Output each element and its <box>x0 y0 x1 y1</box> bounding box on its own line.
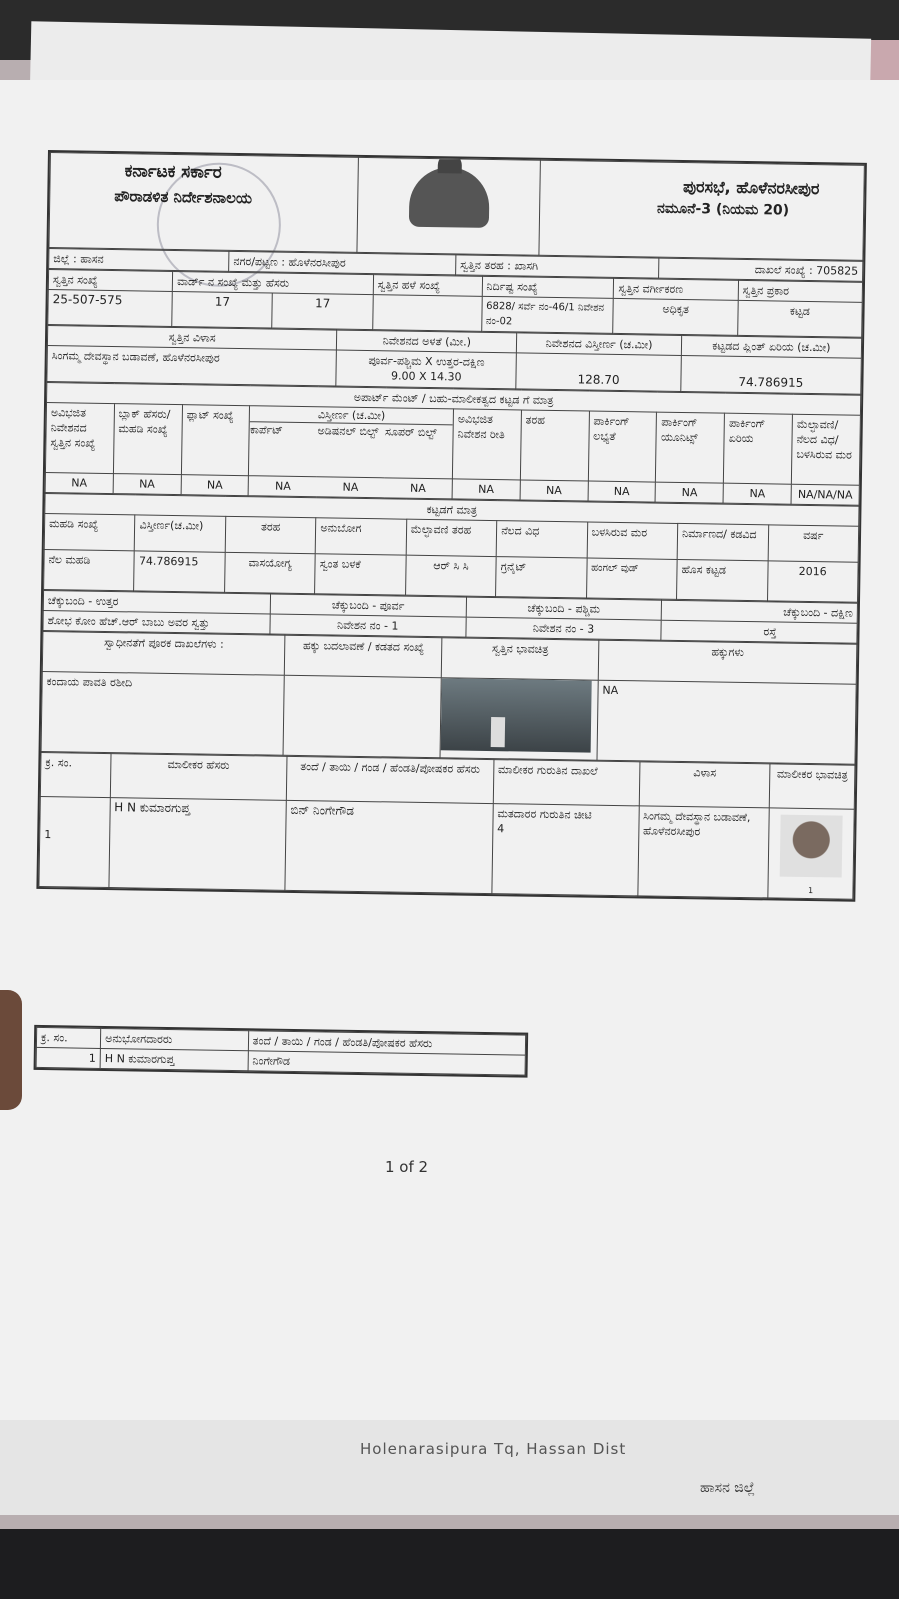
building-value: ಹಂಗಲ್ ವುಡ್ <box>586 558 677 599</box>
apartment-value: NA <box>274 479 291 493</box>
apartment-value: NA <box>342 480 359 494</box>
apartment-value: NA <box>723 483 791 504</box>
occupants-header: ತಂದೆ / ತಾಯಿ / ಗಂಡ / ಹೆಂಡತಿ/ಪೋಷಕರ ಹೆಸರು <box>248 1031 526 1055</box>
property-form <box>33 150 870 1108</box>
boundary-value-north: ಶೋಭ ಕೋಂ ಹೆಚ್.ಆರ್ ಬಾಬು ಅವರ ಸ್ವತ್ತು <box>43 610 270 634</box>
building-header: ಮಹಡಿ ಸಂಖ್ಯೆ <box>44 513 135 550</box>
background-bottom <box>0 1529 899 1599</box>
occupants-table <box>36 1027 527 1076</box>
apartment-header: ಅಡಿಷನಲ್ ಬಿಲ್ಟ್ <box>317 424 379 439</box>
building-value: ಹೊಸ ಕಟ್ಟಡ <box>677 559 768 600</box>
occupants-box <box>34 1025 529 1078</box>
building-value: ವಾಸಯೋಗ್ಯ <box>224 552 315 593</box>
occupant-name: H N ಕುಮಾರಗುಪ್ತ <box>100 1048 248 1070</box>
owner-photo <box>780 815 843 878</box>
owners-header: ಮಾಲೀಕರ ಗುರುತಿನ ದಾಖಲೆ <box>493 760 640 806</box>
owner-name: H N ಕುಮಾರಗುಪ್ತ <box>108 798 286 891</box>
documents-header: ಹಕ್ಕು ಬದಲಾವಣೆ / ಕಡತದ ಸಂಖ್ಯೆ <box>285 635 442 677</box>
specific-no-value: 6828/ ಸರ್ವೆ ನಂ-46/1 ನಿವೇಶನ ನಂ-02 <box>481 296 613 333</box>
building-table <box>43 493 859 603</box>
occupants-header: ಕ್ರ. ಸಂ. <box>36 1027 100 1048</box>
building-value: ಗ್ರನೈಟ್ <box>496 557 587 598</box>
boundary-header: ಚೆಕ್ಕುಬಂದಿ - ಪಶ್ಚಿಮ <box>466 597 662 620</box>
ward-header: ವಾರ್ಡ್ ನ ಸಂಖ್ಯೆ ಮತ್ತು ಹೆಸರು <box>173 271 374 294</box>
building-value: 74.786915 <box>134 551 225 592</box>
apartment-header: ಮೆಲ್ಛಾವಣಿ/ನೆಲದ ವಿಧ/ಬಳಸಿರುವ ಮರ <box>791 414 860 485</box>
property-type: ಸ್ವತ್ತಿನ ತರಹ : ಖಾಸಗಿ <box>456 255 660 278</box>
apartment-header: ಅವಿಭಜಿತ ನಿವೇಶನದ ಸ್ವತ್ತಿನ ಸಂಖ್ಯೆ <box>45 403 114 474</box>
old-id-value <box>372 295 481 332</box>
dimension-label: ಪೂರ್ವ-ಪಶ್ಚಿಮ X ಉತ್ತರ-ದಕ್ಷಿಣ <box>368 354 485 369</box>
building-header: ಬಳಸಿರುವ ಮರ <box>587 522 678 559</box>
apartment-header: ಪಾರ್ಕಿಂಗ್ ಲಭ್ಯತೆ <box>588 411 657 482</box>
plinth-area-header: ಕಟ್ಟಡದ ಪ್ಲಿಂತ್ ಏರಿಯ (ಚ.ಮೀ) <box>681 335 861 358</box>
apartment-header: ಬ್ಲಾಕ್ ಹೆಸರು/ ಮಹಡಿ ಸಂಖ್ಯೆ <box>113 404 182 475</box>
owners-header: ಮಾಲೀಕರ ಭಾವಚಿತ್ರ <box>769 764 854 809</box>
building-header: ತರಹ <box>225 516 316 553</box>
apartment-header: ಅವಿಭಜಿತ ನಿವೇಶನ ರೀತಿ <box>452 409 521 480</box>
directorate-title: ಪೌರಾಡಳಿತ ನಿರ್ದೇಶನಾಲಯ <box>114 187 253 208</box>
thumb <box>0 990 22 1110</box>
site-area-value: 128.70 <box>516 353 681 392</box>
building-section-title: ಕಟ್ಟಡಗೆ ಮಾತ್ರ <box>45 493 859 526</box>
owner-id-doc: ಮತದಾರರ ಗುರುತಿನ ಚೀಟಿ <box>497 807 592 822</box>
form-header <box>48 152 864 261</box>
record-number: ದಾಖಲೆ ಸಂಖ್ಯೆ : 705825 <box>659 258 863 281</box>
building-header: ನಿರ್ಮಾಣದ/ ಕಡವಿದ <box>677 523 768 560</box>
owners-header: ವಿಳಾಸ <box>639 762 770 808</box>
classification-header: ಸ್ವತ್ತಿನ ವರ್ಗೀಕರಣ <box>614 278 739 300</box>
apartment-header: ಸೂಪರ್ ಬಿಲ್ಟ್ <box>384 425 437 440</box>
occupant-relation: ನಿಂಗೇಗೌಡ <box>248 1051 526 1075</box>
apartment-value: NA <box>409 481 426 495</box>
classification-value: ಅಧಿಕೃತ <box>613 298 738 335</box>
town: ನಗರ/ಪಟ್ಟಣ : ಹೊಳೆನರಸೀಪುರ <box>229 251 456 275</box>
underlying-sheet <box>0 1420 899 1515</box>
ward-name-value: 17 <box>272 293 373 330</box>
municipality-title: ಪುರಸಭೆ, ಹೊಳೆನರಸೀಪುರ <box>682 176 820 199</box>
owner-photo-caption: 1 <box>807 886 814 896</box>
building-header: ನೆಲದ ವಿಧ <box>496 521 587 558</box>
address-value: ಸಿಂಗಮ್ಮ ದೇವಸ್ಥಾನ ಬಡಾವಣೆ, ಹೊಳೆನರಸೀಪುರ <box>47 346 337 387</box>
apartment-value: NA <box>452 479 520 500</box>
owner-relation: ಬಿನ್ ನಿಂಗೇಗೌಡ <box>285 800 493 893</box>
dimension-value: 9.00 X 14.30 <box>390 369 462 384</box>
building-value: 2016 <box>767 561 858 602</box>
documents-header: ಸ್ವಾಧೀನತೆಗೆ ಪೂರಕ ದಾಖಲೆಗಳು : <box>42 631 285 675</box>
building-header: ವಿಸ್ತೀರ್ಣ(ಚ.ಮೀ) <box>135 515 226 552</box>
apartment-area-header: ವಿಸ್ತೀರ್ಣ (ಚ.ಮೀ) <box>250 406 453 425</box>
dimension-header: ನಿವೇಶನದ ಅಳತೆ (ಮೀ.) <box>337 330 517 353</box>
building-header: ವರ್ಷ <box>768 525 859 562</box>
ward-no-value: 17 <box>172 291 273 328</box>
apartment-value: NA <box>520 480 588 501</box>
address-header: ಸ್ವತ್ತಿನ ವಿಳಾಸ <box>47 326 337 351</box>
apartment-header: ತರಹ <box>520 410 589 481</box>
boundary-header: ಚೆಕ್ಕುಬಂದಿ - ಉತ್ತರ <box>43 590 270 614</box>
property-kind-value: ಕಟ್ಟಡ <box>737 300 862 337</box>
rights-value: NA <box>597 680 856 764</box>
property-photo <box>441 678 592 752</box>
building-header: ಮೆಲ್ಛಾವಣಿ ತರಹ <box>406 519 497 556</box>
site-area-header: ನಿವೇಶನದ ವಿಸ್ತೀರ್ಣ (ಚ.ಮೀ) <box>517 333 682 356</box>
plinth-area-value: 74.786915 <box>681 355 862 394</box>
apartment-header: ಕಾರ್ಪೆಟ್ <box>250 423 284 437</box>
owner-address: ಸಿಂಗಮ್ಮ ದೇವಸ್ಥಾನ ಬಡಾವಣೆ, ಹೊಳೆನರಸೀಪುರ <box>637 806 769 898</box>
specific-no-header: ನಿರ್ದಿಷ್ಟ ಸಂಖ್ಯೆ <box>482 276 614 298</box>
old-id-header: ಸ್ವತ್ತಿನ ಹಳೆ ಸಂಖ್ಯೆ <box>373 275 482 297</box>
apartment-value: NA <box>113 474 181 495</box>
owner-id-number: 4 <box>497 822 505 836</box>
building-value: ಆರ್ ಸಿ ಸಿ <box>405 555 496 596</box>
occupants-header: ಅನುಭೋಗದಾರರು <box>101 1028 249 1050</box>
building-value: ಸ್ವಂತ ಬಳಕೆ <box>315 554 406 595</box>
owners-header: ಕ್ರ. ಸಂ. <box>40 752 110 797</box>
boundary-value-south: ರಸ್ತೆ <box>661 620 857 643</box>
page-indicator: 1 of 2 <box>385 1158 429 1176</box>
apartment-value: NA <box>45 472 113 493</box>
underlying-sheet-text-kannada: ಹಾಸನ ಜಿಲ್ಲೆ <box>700 1480 756 1496</box>
apartment-value: NA <box>181 475 249 496</box>
apartment-value: NA <box>655 482 723 503</box>
documents-table <box>41 631 858 765</box>
apartment-table <box>45 382 862 506</box>
property-id-value: 25-507-575 <box>48 290 173 327</box>
apartment-value: NA <box>588 481 656 502</box>
owners-table <box>38 752 855 900</box>
boundary-value-west: ನಿವೇಶನ ನಂ - 3 <box>465 617 661 640</box>
gov-title: ಕರ್ನಾಟಕ ಸರ್ಕಾರ <box>124 161 222 183</box>
boundary-header: ಚೆಕ್ಕುಬಂದಿ - ಪೂರ್ವ <box>270 594 466 617</box>
building-value: ನೆಲ ಮಹಡಿ <box>44 549 135 590</box>
underlying-sheet-text: Holenarasipura Tq, Hassan Dist <box>360 1440 627 1458</box>
apartment-header: ಫ್ಲಾಟ್ ಸಂಖ್ಯೆ <box>181 405 250 476</box>
owner-sno: 1 <box>39 796 110 887</box>
form-number: ನಮೂನೆ-3 (ನಿಯಮ 20) <box>656 200 790 219</box>
occupant-sno: 1 <box>36 1047 100 1068</box>
boundary-value-east: ನಿವೇಶನ ನಂ - 1 <box>270 614 466 637</box>
documents-header: ಹಕ್ಕುಗಳು <box>598 640 857 684</box>
owners-header: ತಂದೆ / ತಾಯಿ / ಗಂಡ / ಹೆಂಡತಿ/ಪೋಷಕರ ಹೆಸರು <box>286 756 494 803</box>
boundary-header: ಚೆಕ್ಕುಬಂದಿ - ದಕ್ಷಿಣ <box>661 600 857 623</box>
owners-header: ಮಾಲೀಕರ ಹೆಸರು <box>110 754 287 801</box>
building-header: ಅನುಬೋಗ <box>316 518 407 555</box>
documents-header: ಸ್ವತ್ತಿನ ಭಾವಚಿತ್ರ <box>441 638 598 680</box>
district: ಜಿಲ್ಲೆ : ಹಾಸನ <box>49 249 229 272</box>
apartment-header: ಪಾರ್ಕಿಂಗ್ ಏರಿಯ <box>724 413 793 484</box>
apartment-section-title: ಅಪಾರ್ಟ್ ಮೆಂಟ್ / ಬಹು-ಮಾಲೀಕತ್ವದ ಕಟ್ಟಡ ಗೆ ಮಾತ್ರ <box>47 383 861 416</box>
apartment-value: NA/NA/NA <box>791 484 859 505</box>
property-id-header: ಸ್ವತ್ತಿನ ಸಂಖ್ಯೆ <box>48 270 173 292</box>
owner-row <box>39 796 854 899</box>
apartment-header: ಪಾರ್ಕಿಂಗ್ ಯೂನಿಟ್ಸ್ <box>656 412 725 483</box>
supporting-document-value: ಕಂದಾಯ ಪಾವತಿ ರಶೀದಿ <box>41 671 285 755</box>
state-emblem-icon <box>408 167 489 228</box>
property-kind-header: ಸ್ವತ್ತಿನ ಪ್ರಕಾರ <box>738 280 863 302</box>
